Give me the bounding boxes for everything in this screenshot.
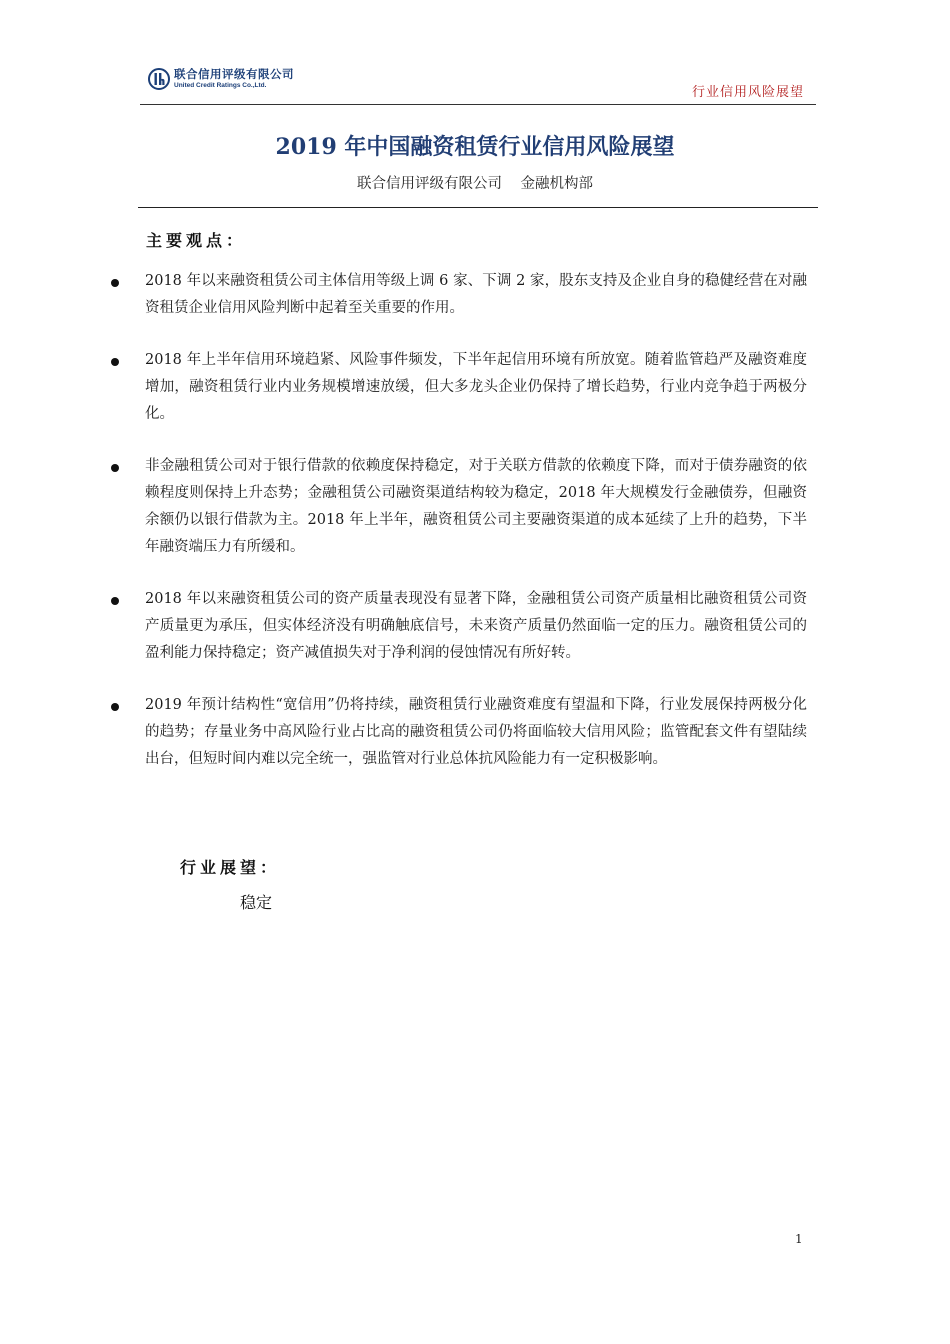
key-point-text: 2019 年预计结构性“宽信用”仍将持续，融资租赁行业融资难度有望温和下降，行业发展保持两极分化的趋势；存量业务中高风险行业占比高的融资租赁公司仍将面临较大信用风险；监管配套文件有望陆续出台，但短时间内难以完全统一，强监管对行业总体抗风险能力有一定积极影响。 [145,697,807,767]
key-point-item [0,453,807,561]
key-point-item [0,692,807,773]
key-point-item [0,347,807,428]
bullet-icon [111,703,119,711]
title-divider [138,207,818,208]
outlook-value: 稳定 [240,893,273,912]
document-subtitle: 联合信用评级有限公司 金融机构部 [357,176,593,192]
header-section-label: 行业信用风险展望 [691,85,804,100]
key-points-list [0,268,950,798]
logo-english-name: United Credit Ratings Co.,Ltd. [174,81,267,89]
bullet-icon [111,279,119,287]
bullet-icon [111,464,119,472]
key-point-text: 2018 年以来融资租赁公司的资产质量表现没有显著下降，金融租赁公司资产质量相比融资租赁公司资产质量更为承压，但实体经济没有明确触底信号，未来资产质量仍然面临一定的压力。融资租赁公司的盈利能力保持稳定；资产减值损失对于净利润的侵蚀情况有所好转。 [145,591,807,661]
bullet-icon [111,597,119,605]
key-point-item [0,268,807,322]
company-logo-icon [148,68,170,90]
key-points-heading: 主要观点： [146,231,247,250]
outlook-heading: 行业展望： [180,858,281,877]
company-logo [148,68,294,90]
bullet-icon [111,358,119,366]
document-title: 2019 年中国融资租赁行业信用风险展望 [275,134,675,160]
page-number: 1 [795,1232,803,1246]
key-point-text: 2018 年以来融资租赁公司主体信用等级上调 6 家、下调 2 家，股东支持及企业自身的稳健经营在对融资租赁企业信用风险判断中起着至关重要的作用。 [145,273,807,316]
key-point-text: 非金融租赁公司对于银行借款的依赖度保持稳定，对于关联方借款的依赖度下降，而对于债券融资的依赖程度则保持上升态势；金融租赁公司融资渠道结构较为稳定，2018 年大规模发行金融债券，但融资余额仍以银行借款为主。2018 年上半年，融资租赁公司主要融资渠道的成本延续了上升的趋势，下半年融资端压力有所缓和。 [145,458,807,555]
logo-chinese-name: 联合信用评级有限公司 [174,67,294,81]
page-header [140,62,816,105]
key-point-item [0,586,807,667]
key-point-text: 2018 年上半年信用环境趋紧、风险事件频发，下半年起信用环境有所放宽。随着监管趋严及融资难度增加，融资租赁行业内业务规模增速放缓，但大多龙头企业仍保持了增长趋势，行业内竞争趋于两极分化。 [145,352,807,422]
